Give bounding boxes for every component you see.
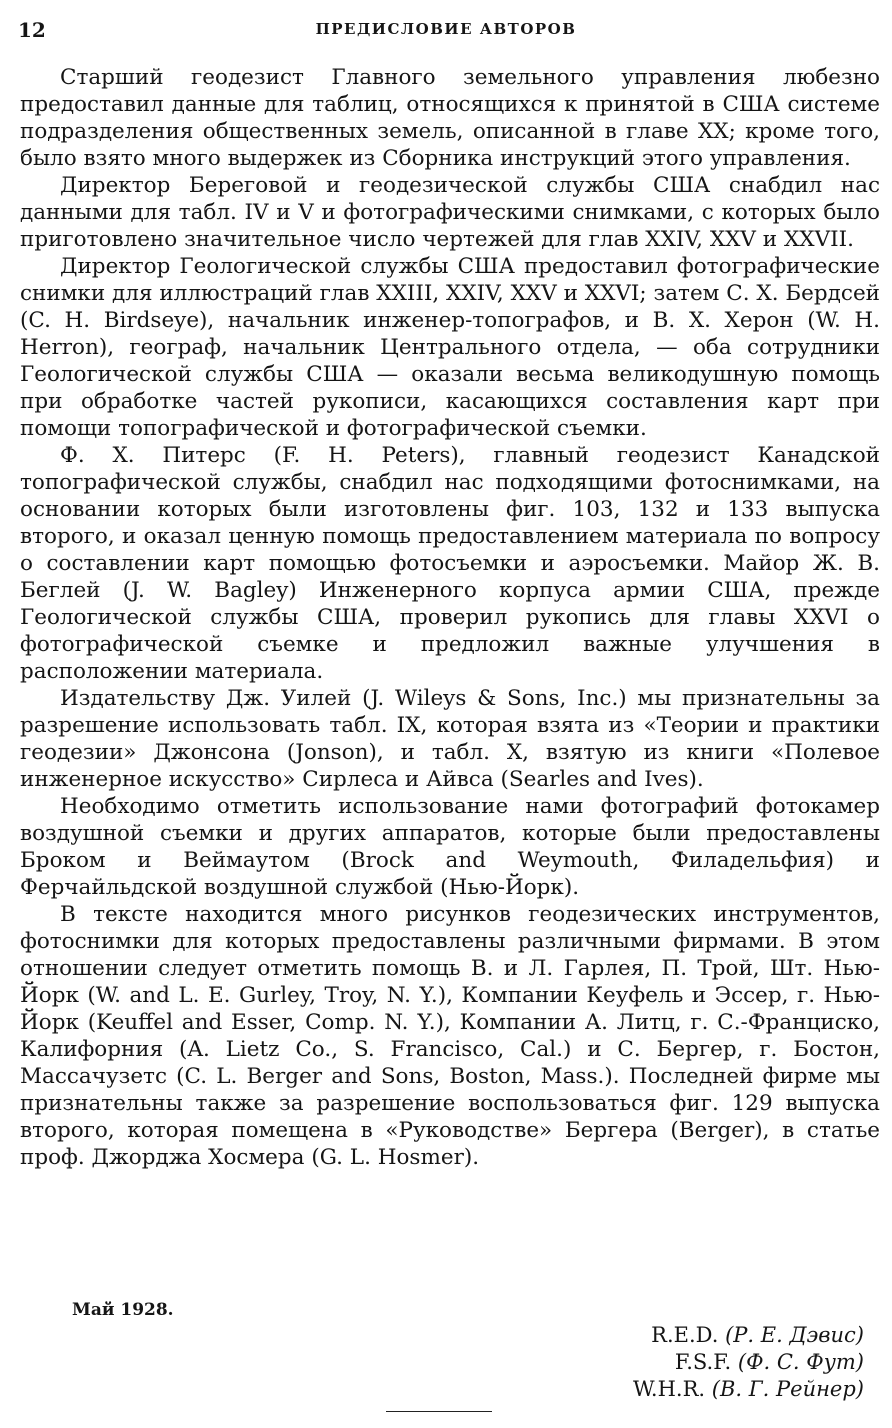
paragraph-coast-geodetic-survey: Директор Береговой и геодезической службы США снабдил нас данными для табл. IV и V и фотографическими снимками, с которых было приготовлено значительное число чертежей для глав XXIV, XXV и XXVII.	[20, 173, 880, 252]
paragraph-general-land-office: Старший геодезист Главного земельного управления любезно предоставил данные для таблиц, относящихся к принятой в США системе подразделения общественных земель, описанной в главе XX; кроме того, было взято много выдержек из Сборника инструкций этого управления.	[20, 65, 880, 171]
signature-russian-name: (Ф. С. Фут)	[737, 1350, 864, 1374]
signature-initials: F.S.F.	[674, 1350, 732, 1374]
paragraph-canadian-survey: Ф. Х. Питерс (F. H. Peters), главный геодезист Канадской топографической службы, снабдил нас подходящими фотоснимками, на основании которых были изготовлены фиг. 103, 132 и 133 выпуска второго, и оказал ценную помощь предоставлением материала по вопросу о составлении карт помощью фотосъемки и аэросъемки. Майор Ж. В. Беглей (J. W. Bagley) Инженерного корпуса армии США, прежде Геологической службы США, проверил рукопись для главы XXVI о фотографической съемке и предложил важные улучшения в расположении материала.	[20, 443, 880, 684]
signature-line	[633, 1376, 864, 1403]
signature-date: Май 1928.	[72, 1300, 174, 1320]
signature-line	[633, 1322, 864, 1349]
footer-divider	[386, 1411, 492, 1412]
paragraph-instrument-firms: В тексте находится много рисунков геодезических инструментов, фотоснимки для которых предоставлены различными фирмами. В этом отношении следует отметить помощь В. и Л. Гарлея, П. Трой, Шт. Нью-Йорк (W. and L. E. Gurley, Troy, N. Y.), Компании Кеуфель и Эссер, г. Нью-Йорк (Keuffel and Esser, Comp. N. Y.), Компании А. Литц, г. С.-Франциско, Калифорния (A. Lietz Co., S. Francisco, Cal.) и С. Бергер, г. Бостон, Массачузетс (C. L. Berger and Sons, Boston, Mass.). Последней фирме мы признательны также за разрешение воспользоваться фиг. 129 выпуска второго, которая помещена в «Руководстве» Бергера (Berger), в статье проф. Джорджа Хосмера (G. L. Hosmer).	[20, 902, 880, 1170]
signature-russian-name: (В. Г. Рейнер)	[711, 1377, 864, 1401]
paragraph-aerial-cameras: Необходимо отметить использование нами фотографий фотокамер воздушной съемки и других аппаратов, которые были предоставлены Броком и Веймаутом (Brock and Weymouth, Филадельфия) и Ферчайльдской воздушной службой (Нью-Йорк).	[20, 794, 880, 900]
signature-russian-name: (Р. Е. Дэвис)	[725, 1323, 864, 1347]
page-header	[14, 14, 878, 44]
page-number: 12	[18, 18, 46, 42]
signature-initials: R.E.D.	[651, 1323, 719, 1347]
running-title: ПРЕДИСЛОВИЕ АВТОРОВ	[315, 20, 577, 38]
paragraph-geological-survey: Директор Геологической службы США предоставил фотографические снимки для иллюстраций глав XXIII, XXIV, XXV и XXVI; затем С. Х. Бердсей (C. H. Birdseye), начальник инженер-топографов, и В. Х. Херон (W. H. Herron), географ, начальник Центрального отдела, — оба сотрудники Геологической службы США — оказали весьма великодушную помощь при обработке частей рукописи, касающихся составления карт при помощи топографической и фотографической съемки.	[20, 254, 880, 441]
body-text	[20, 64, 880, 1171]
author-signatures	[633, 1322, 864, 1403]
signature-line	[633, 1349, 864, 1376]
paragraph-wiley-publisher: Издательству Дж. Уилей (J. Wileys & Sons, Inc.) мы признательны за разрешение использовать табл. IX, которая взята из «Теории и практики геодезии» Джонсона (Jonson), и табл. X, взятую из книги «Полевое инженерное искусство» Сирлеса и Айвса (Searles and Ives).	[20, 686, 880, 792]
signature-initials: W.H.R.	[633, 1377, 706, 1401]
